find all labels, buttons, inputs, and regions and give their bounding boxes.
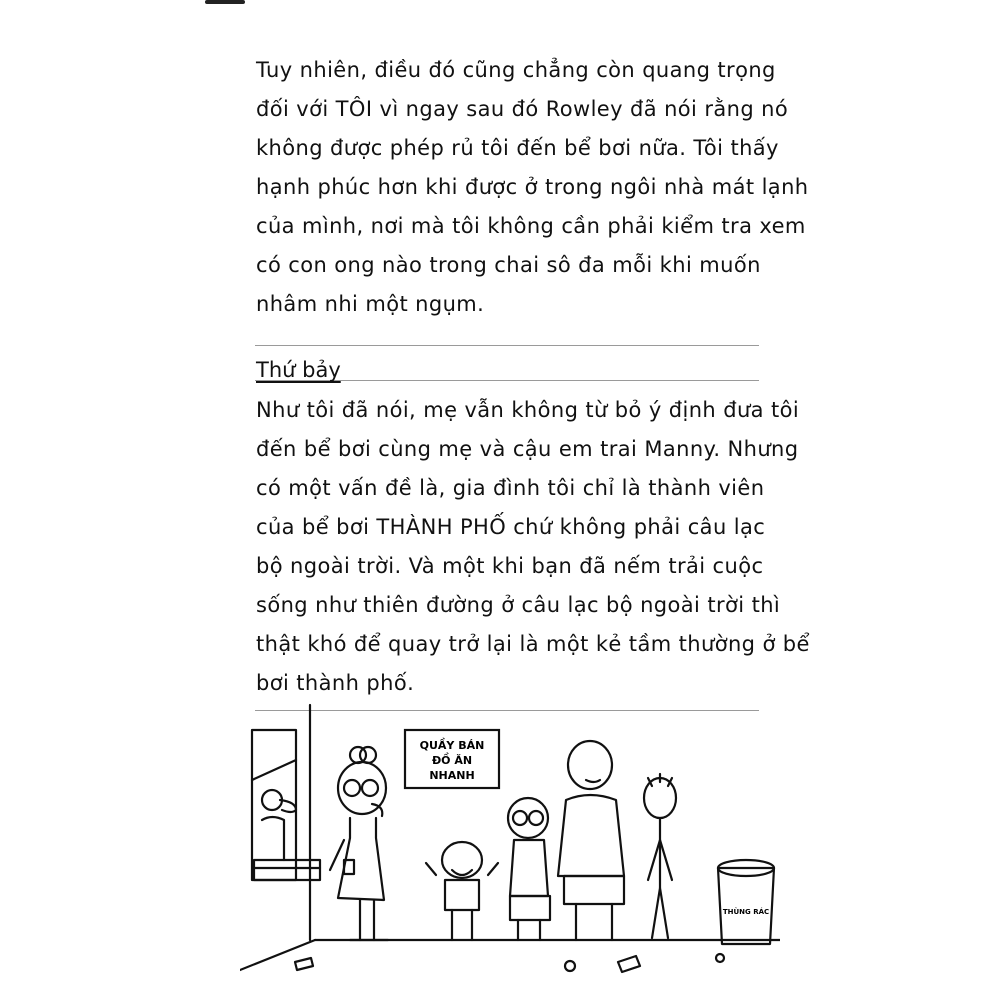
paragraph2-line: bơi thành phố. xyxy=(256,671,415,695)
man-figure xyxy=(558,741,624,940)
paragraph1-line: Tuy nhiên, điều đó cũng chẳng còn quang trọng xyxy=(256,58,776,82)
boy-figure xyxy=(508,798,550,940)
paragraph1-line: không được phép rủ tôi đến bể bơi nữa. Tôi thấy xyxy=(256,136,779,160)
paragraph2-line: đến bể bơi cùng mẹ và cậu em trai Manny. Nhưng xyxy=(256,437,799,461)
page-edge-mark xyxy=(205,0,245,4)
paragraph1-line: của mình, nơi mà tôi không cần phải kiểm tra xem xyxy=(256,214,806,238)
sign-line: NHANH xyxy=(429,769,475,782)
trash-label: THÙNG RÁC xyxy=(722,908,770,916)
paragraph2-line: có một vấn đề là, gia đình tôi chỉ là thành viên xyxy=(256,476,765,500)
paragraph2-line: Như tôi đã nói, mẹ vẫn không từ bỏ ý định đưa tôi xyxy=(256,398,800,422)
paragraph1-line: có con ong nào trong chai sô đa mỗi khi muốn xyxy=(256,253,761,277)
notebook-rule xyxy=(255,345,759,346)
day-heading: Thứ bảy xyxy=(256,358,341,382)
paragraph1-line: nhâm nhi một ngụm. xyxy=(256,292,485,316)
greg-figure xyxy=(644,774,676,938)
paragraph2-line: thật khó để quay trở lại là một kẻ tầm thường ở bể xyxy=(256,632,810,656)
sign-line: ĐỒ ĂN xyxy=(431,754,473,767)
paragraph1-line: đối với TÔI vì ngay sau đó Rowley đã nói rằng nó xyxy=(256,97,789,121)
paragraph1-line: hạnh phúc hơn khi được ở trong ngôi nhà mát lạnh xyxy=(256,175,809,199)
paragraph2-line: sống như thiên đường ở câu lạc bộ ngoài trời thì xyxy=(256,593,781,617)
trash-can xyxy=(718,860,774,944)
snack-bar-sign xyxy=(405,730,499,788)
paragraph2-line: bộ ngoài trời. Và một khi bạn đã nếm trải cuộc xyxy=(256,554,764,578)
paragraph2-line: của bể bơi THÀNH PHỐ chứ không phải câu lạc xyxy=(256,515,766,539)
baby-figure xyxy=(426,842,498,940)
mom-figure xyxy=(330,747,388,940)
sign-line: QUẦY BÁN xyxy=(419,739,485,752)
snack-bar-illustration xyxy=(240,700,780,980)
